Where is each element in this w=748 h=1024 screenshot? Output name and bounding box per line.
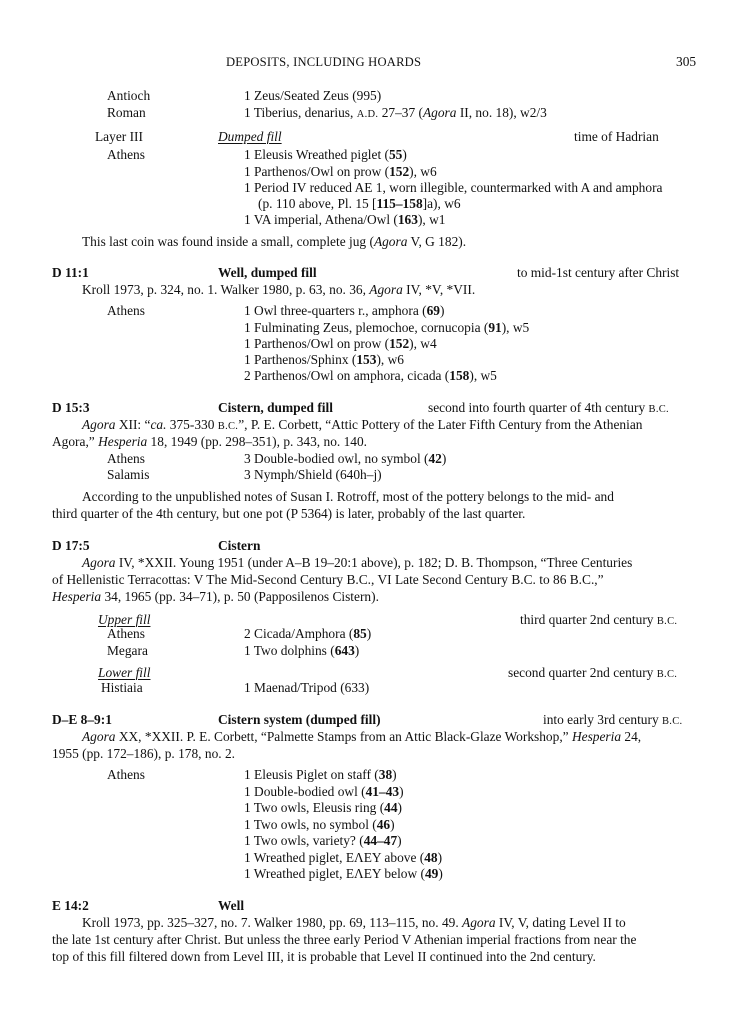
catalog-number: 643 <box>334 643 355 658</box>
coin-entry <box>244 799 402 816</box>
text: ]a), w6 <box>422 196 461 211</box>
text: ), w4 <box>409 336 437 351</box>
coin-entry: 1 Maenad/Tripod (633) <box>244 680 370 695</box>
text: 27–37 ( <box>378 105 423 120</box>
text: V, G 182). <box>407 234 467 249</box>
text: ), w5 <box>501 320 530 335</box>
place-athens: Athens <box>107 626 145 641</box>
text: IV, V, dating Level II to <box>495 915 626 930</box>
small-caps-bc: B.C. <box>662 716 683 727</box>
catalog-number: 38 <box>378 767 393 782</box>
text: 2 Parthenos/Owl on amphora, cicada ( <box>244 368 450 383</box>
text: 2 Cicada/Amphora ( <box>244 626 354 641</box>
text: 1 VA imperial, Athena/Owl ( <box>244 212 398 227</box>
text: 1 Owl three-quarters r., amphora ( <box>244 303 427 318</box>
coin-entry-continuation <box>258 195 461 212</box>
bibliography-line <box>82 728 641 745</box>
date-range: to mid-1st century after Christ <box>517 265 680 280</box>
bibliography-line <box>52 433 367 450</box>
small-caps-bc: B.C. <box>656 616 678 627</box>
text: This last coin was found inside a small, complete jug ( <box>82 234 374 249</box>
text: IV, *XXII. Young 1951 (under A–B 19–20:1 above), p. 182; D. B. Thompson, “Three Centuries <box>115 555 633 570</box>
catalog-number: 44 <box>384 800 398 815</box>
place-athens: Athens <box>107 147 145 162</box>
catalog-number: 163 <box>397 212 418 227</box>
text: 24, <box>621 729 642 744</box>
text: 1 Double-bodied owl ( <box>244 784 366 799</box>
coin-entry <box>244 450 446 467</box>
coin-entry: 3 Nymph/Shield (640h–j) <box>244 467 382 482</box>
coin-entry <box>244 319 529 336</box>
text: 1 Period IV reduced AE 1, worn illegible, countermarked with A and amphora <box>244 180 663 195</box>
deposit-id: D 17:5 <box>52 538 90 553</box>
catalog-number: 115–158 <box>376 196 423 211</box>
text: 18, 1949 (pp. 298–351), p. 343, no. 140. <box>147 434 368 449</box>
text: 1 Parthenos/Owl on prow ( <box>244 336 390 351</box>
text: ) <box>397 800 403 815</box>
text: 1 Fulminating Zeus, plemochoe, cornucopia ( <box>244 320 489 335</box>
text: 1 Parthenos/Owl on prow ( <box>244 164 390 179</box>
catalog-number: 91 <box>488 320 502 335</box>
place-athens: Athens <box>107 767 145 782</box>
text: 1 Wreathed piglet, ΕΛΕΥ below ( <box>244 866 425 881</box>
commentary-line: the late 1st century after Christ. But unless the three early Period V Athenian imperial fractions from near the <box>52 932 637 947</box>
text: ), w5 <box>469 368 497 383</box>
deposit-title: Cistern system (dumped fill) <box>218 712 381 727</box>
small-caps-bc: B.C. <box>217 421 239 432</box>
fill-label: Dumped fill <box>218 129 282 144</box>
text: ) <box>441 451 447 466</box>
deposit-id: D 15:3 <box>52 400 90 415</box>
catalog-number: 152 <box>389 164 410 179</box>
text: Agora,” <box>52 434 99 449</box>
italic-journal: Hesperia <box>98 434 148 449</box>
text: second into fourth quarter of 4th century <box>428 400 649 415</box>
fill-label: Upper fill <box>98 612 151 627</box>
text: into early 3rd century <box>543 712 662 727</box>
coin-entry <box>244 766 397 783</box>
text: 1 Tiberius, denarius, <box>244 105 357 120</box>
deposit-title: Well <box>218 898 245 913</box>
text: ) <box>439 303 445 318</box>
italic-ref: Agora <box>82 417 116 432</box>
text: ) <box>397 833 402 848</box>
catalog-number: 85 <box>353 626 367 641</box>
small-caps-ad: A.D. <box>356 109 379 120</box>
italic-ref: Agora <box>373 234 408 249</box>
text: ), w6 <box>409 164 437 179</box>
italic-ref: ca. <box>150 417 167 432</box>
text: 1 Two owls, Eleusis ring ( <box>244 800 385 815</box>
deposit-id: E 14:2 <box>52 898 89 913</box>
italic-journal: Hesperia <box>571 729 622 744</box>
small-caps-bc: B.C. <box>656 669 678 680</box>
italic-ref: Agora <box>82 729 116 744</box>
date-range <box>520 611 677 630</box>
text: 1 Wreathed piglet, ΕΛΕΥ above ( <box>244 850 425 865</box>
layer-label: Layer III <box>95 129 143 144</box>
coin-entry <box>244 104 547 123</box>
catalog-number: 55 <box>388 147 403 162</box>
text: XX, *XXII. P. E. Corbett, “Palmette Stamps from an Attic Black-Glaze Workshop,” <box>115 729 572 744</box>
italic-ref: Agora <box>422 105 457 120</box>
bibliography-line <box>82 554 632 571</box>
coin-entry <box>244 302 444 319</box>
place-roman: Roman <box>107 105 146 120</box>
commentary-line: top of this fill filtered down from Level III, it is probable that Level II continued into the 2nd century. <box>52 949 596 964</box>
coin-entry <box>244 783 404 800</box>
text: 375-330 <box>166 417 218 432</box>
coin-entry <box>244 351 404 368</box>
text: ) <box>438 866 443 881</box>
catalog-number: 44–47 <box>363 833 398 848</box>
text: (p. 110 above, Pl. 15 [ <box>258 196 377 211</box>
coin-entry <box>244 642 359 659</box>
place-megara: Megara <box>107 643 148 658</box>
catalog-number: 49 <box>424 866 439 881</box>
fill-label: Lower fill <box>98 665 151 680</box>
italic-journal: Hesperia <box>52 589 102 604</box>
coin-entry <box>244 625 371 642</box>
text: Kroll 1973, p. 324, no. 1. Walker 1980, p. 63, no. 36, <box>82 282 370 297</box>
deposit-title: Cistern <box>218 538 261 553</box>
deposit-title: Cistern, dumped fill <box>218 400 333 415</box>
text: 1 Eleusis Wreathed piglet ( <box>244 147 389 162</box>
note-paragraph <box>82 233 466 250</box>
text: third quarter 2nd century <box>520 612 657 627</box>
date-range: time of Hadrian <box>574 129 659 144</box>
coin-entry <box>244 335 437 352</box>
text: ), w6 <box>376 352 404 367</box>
text: 3 Double-bodied owl, no symbol ( <box>244 451 429 466</box>
coin-entry <box>244 865 443 882</box>
commentary-line <box>82 914 626 931</box>
text: ) <box>402 147 407 162</box>
catalog-number: 41–43 <box>365 784 400 799</box>
catalog-number: 42 <box>428 451 442 466</box>
text: ) <box>437 850 443 865</box>
text: XII: “ <box>115 417 151 432</box>
catalog-number: 158 <box>449 368 470 383</box>
text: 1 Eleusis Piglet on staff ( <box>244 767 379 782</box>
coin-entry: 1 Zeus/Seated Zeus (995) <box>244 88 382 103</box>
text: ) <box>399 784 404 799</box>
coin-entry <box>244 163 437 180</box>
catalog-number: 153 <box>356 352 377 367</box>
text: 1 Two dolphins ( <box>244 643 335 658</box>
text: II, no. 18), w2/3 <box>456 105 547 120</box>
coin-entry <box>244 211 445 228</box>
bibliography-line <box>82 281 475 298</box>
italic-ref: Agora <box>82 555 116 570</box>
coin-entry <box>244 179 662 196</box>
catalog-number: 48 <box>424 850 438 865</box>
place-athens: Athens <box>107 303 145 318</box>
place-athens: Athens <box>107 451 145 466</box>
place-salamis: Salamis <box>107 467 150 482</box>
catalog-number: 46 <box>376 817 391 832</box>
text: Kroll 1973, pp. 325–327, no. 7. Walker 1980, pp. 69, 113–115, no. 49. <box>82 915 463 930</box>
small-caps-bc: B.C. <box>648 404 669 415</box>
commentary-line: third quarter of the 4th century, but one pot (P 5364) is later, probably of the last quarter. <box>52 506 526 521</box>
commentary-line: According to the unpublished notes of Susan I. Rotroff, most of the pottery belongs to the mid- and <box>82 489 614 504</box>
text: IV, *V, *VII. <box>402 282 476 297</box>
italic-ref: Agora <box>462 915 496 930</box>
coin-entry <box>244 816 395 833</box>
deposit-title: Well, dumped fill <box>218 265 317 280</box>
coin-entry <box>244 367 497 384</box>
coin-entry <box>244 832 402 849</box>
text: 1 Parthenos/Sphinx ( <box>244 352 357 367</box>
text: ) <box>366 626 372 641</box>
deposit-id: D–E 8–9:1 <box>52 712 112 727</box>
text: ”, P. E. Corbett, “Attic Pottery of the Later Fifth Century from the Athenian <box>238 417 643 432</box>
bibliography-line: of Hellenistic Terracottas: V The Mid-Second Century B.C., VI Late Second Century B.C. to 86 B.C.,” <box>52 572 604 587</box>
text: ), w1 <box>417 212 446 227</box>
running-title: DEPOSITS, INCLUDING HOARDS <box>226 55 422 69</box>
catalog-number: 69 <box>426 303 440 318</box>
deposit-id: D 11:1 <box>52 265 89 280</box>
text: ) <box>390 817 395 832</box>
bibliography-line: 1955 (pp. 172–186), p. 178, no. 2. <box>52 746 235 761</box>
text: 1 Two owls, no symbol ( <box>244 817 377 832</box>
page-number: 305 <box>676 54 697 69</box>
place-antioch: Antioch <box>107 88 151 103</box>
coin-entry <box>244 849 442 866</box>
text: 1 Two owls, variety? ( <box>244 833 364 848</box>
catalog-number: 152 <box>389 336 410 351</box>
bibliography-line <box>52 588 379 605</box>
text: second quarter 2nd century <box>508 665 657 680</box>
text: 34, 1965 (pp. 34–71), p. 50 (Papposilenos Cistern). <box>101 589 379 604</box>
coin-entry <box>244 146 407 163</box>
text: ) <box>392 767 397 782</box>
date-range <box>508 664 677 683</box>
place-histiaia: Histiaia <box>101 680 143 695</box>
text: ) <box>354 643 360 658</box>
italic-ref: Agora <box>369 282 403 297</box>
